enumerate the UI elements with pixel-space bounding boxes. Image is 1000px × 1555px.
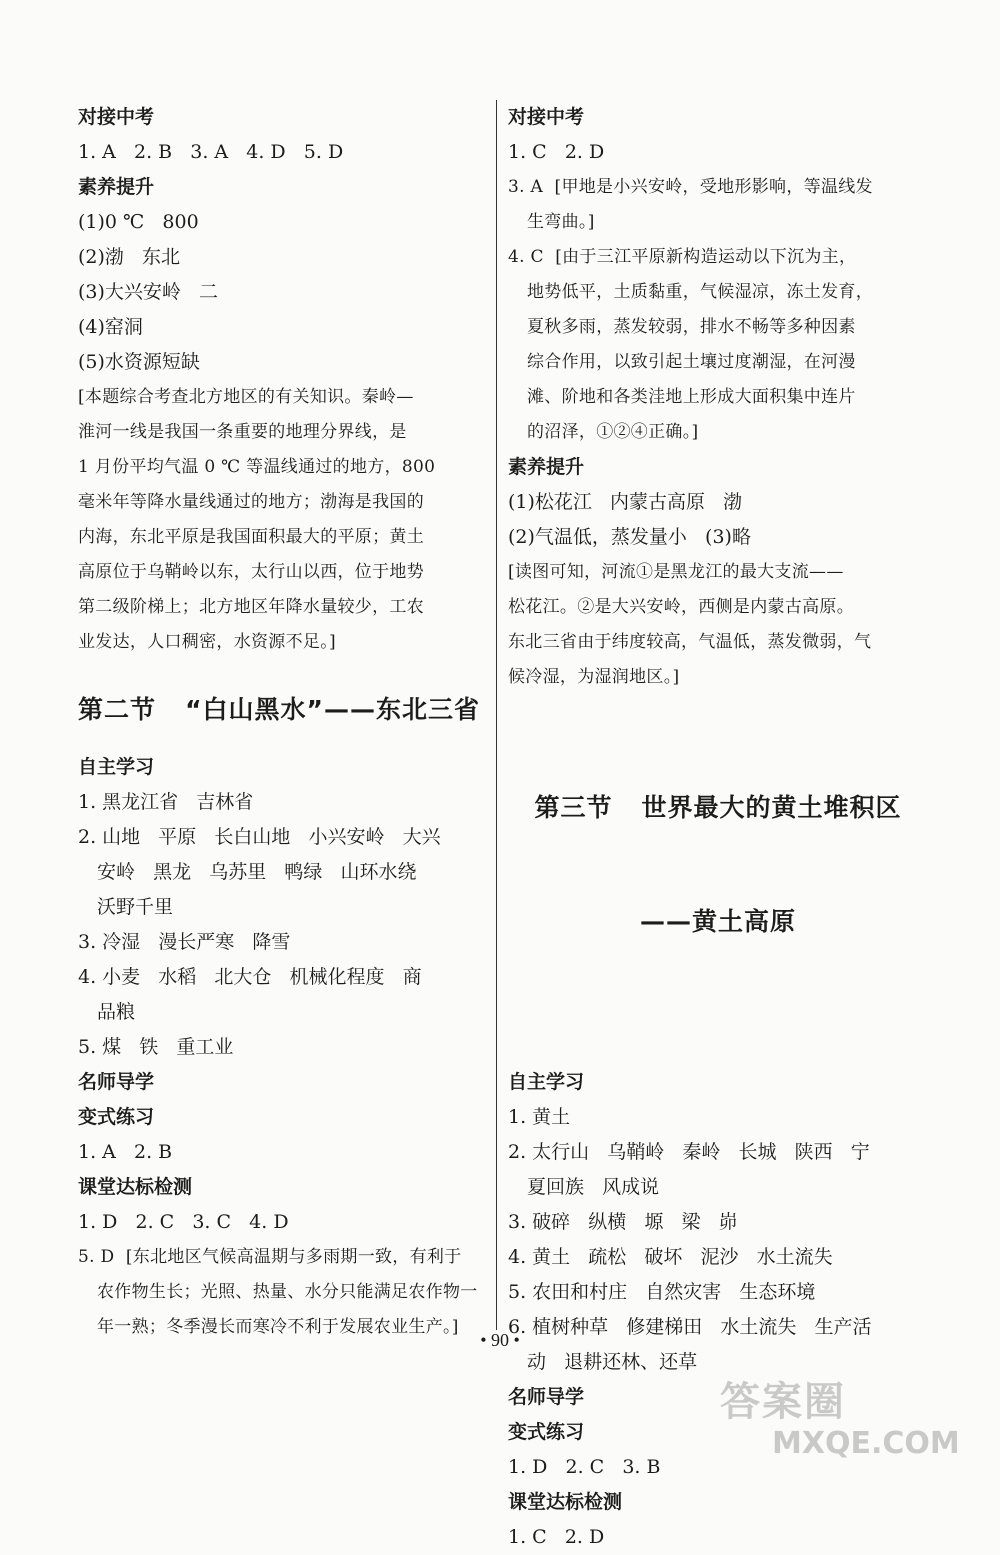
answer-item: 6. 植树种草 修建梯田 水土流失 生产活 bbox=[508, 1316, 872, 1338]
section-heading-bianshi: 变式练习 bbox=[508, 1421, 585, 1443]
explanation-line: 业发达，人口稠密，水资源不足。] bbox=[78, 632, 336, 652]
answer-line: 1. A 2. B 3. A 4. D 5. D bbox=[78, 141, 344, 163]
section-title-line2: ——黄土高原 bbox=[639, 907, 796, 936]
section-heading-bianshi: 变式练习 bbox=[78, 1106, 155, 1128]
answer-line: 1. C 2. D bbox=[508, 141, 605, 163]
answer-item: (1)0 ℃ 800 bbox=[78, 211, 199, 233]
answer-item-continued: 沃野千里 bbox=[97, 896, 174, 918]
explanation-line: 农作物生长；光照、热量、水分只能满足农作物一 bbox=[97, 1282, 478, 1302]
section-heading-duijie: 对接中考 bbox=[508, 106, 585, 128]
answer-item: (1)松花江 内蒙古高原 渤 bbox=[508, 491, 743, 513]
answer-item: 3. 冷湿 漫长严寒 降雪 bbox=[78, 931, 291, 953]
explanation-line: 1 月份平均气温 0 ℃ 等温线通过的地方，800 bbox=[78, 457, 436, 477]
page-number: • 90 • bbox=[480, 1330, 520, 1350]
explanation-line: 3. A [甲地是小兴安岭，受地形影响，等温线发 bbox=[508, 177, 873, 197]
explanation-line: 第二级阶梯上；北方地区年降水量较少，工农 bbox=[78, 597, 424, 617]
answer-item: 2. 太行山 乌鞘岭 秦岭 长城 陕西 宁 bbox=[508, 1141, 870, 1163]
explanation-line: 松花江。②是大兴安岭，西侧是内蒙古高原。 bbox=[508, 597, 854, 617]
explanation-line: 高原位于乌鞘岭以东，太行山以西，位于地势 bbox=[78, 562, 424, 582]
watermark-logo bbox=[720, 1378, 980, 1466]
section-heading-suyang: 素养提升 bbox=[508, 456, 585, 478]
section-heading-duijie: 对接中考 bbox=[78, 106, 155, 128]
explanation-line: [读图可知，河流①是黑龙江的最大支流—— bbox=[508, 562, 844, 582]
answer-item: (2)气温低，蒸发量小 (3)略 bbox=[508, 526, 751, 548]
answer-item-continued: 安岭 黑龙 乌苏里 鸭绿 山环水绕 bbox=[97, 861, 417, 883]
answer-item: 1. 黑龙江省 吉林省 bbox=[78, 791, 254, 813]
section-title-huangtu bbox=[508, 713, 928, 1017]
explanation-line: 年一熟；冬季漫长而寒冷不利于发展农业生产。] bbox=[97, 1317, 459, 1337]
answer-item: 3. 破碎 纵横 塬 梁 峁 bbox=[508, 1211, 738, 1233]
section-heading-zizhu: 自主学习 bbox=[508, 1071, 585, 1093]
answer-item-continued: 动 退耕还林、还草 bbox=[527, 1351, 698, 1373]
answer-line: 1. A 2. B bbox=[78, 1141, 173, 1163]
answer-line: 1. C 2. D bbox=[508, 1526, 605, 1548]
explanation-line: 地势低平，土质黏重，气候湿凉，冻土发育， bbox=[527, 282, 873, 302]
section-heading-zizhu: 自主学习 bbox=[78, 756, 155, 778]
answer-item: 5. 煤 铁 重工业 bbox=[78, 1036, 234, 1058]
explanation-line: 的沼泽，①②④正确。] bbox=[527, 422, 699, 442]
section-heading-mingshi: 名师导学 bbox=[508, 1386, 585, 1408]
explanation-line: 5. D [东北地区气候高温期与多雨期一致，有利于 bbox=[78, 1247, 462, 1267]
section-heading-ketang: 课堂达标检测 bbox=[78, 1176, 193, 1198]
explanation-line: 内海，东北平原是我国面积最大的平原；黄土 bbox=[78, 527, 424, 547]
watermark-cn: 答案圈 bbox=[720, 1379, 846, 1425]
answer-item: (3)大兴安岭 二 bbox=[78, 281, 219, 303]
answer-item: (4)窑洞 bbox=[78, 316, 143, 338]
section-title-line1: 第三节 世界最大的黄土堆积区 bbox=[534, 793, 902, 822]
answer-item: 1. 黄土 bbox=[508, 1106, 571, 1128]
answer-item: (5)水资源短缺 bbox=[78, 351, 200, 373]
answer-item-continued: 夏回族 风成说 bbox=[527, 1176, 660, 1198]
watermark-en: MXQE.COM bbox=[772, 1426, 960, 1461]
explanation-line: 东北三省由于纬度较高，气温低，蒸发微弱，气 bbox=[508, 632, 872, 652]
section-heading-mingshi: 名师导学 bbox=[78, 1071, 155, 1093]
answer-item: (2)渤 东北 bbox=[78, 246, 181, 268]
explanation-line: 夏秋多雨，蒸发较弱，排水不畅等多种因素 bbox=[527, 317, 856, 337]
section-heading-suyang: 素养提升 bbox=[78, 176, 155, 198]
explanation-line: 4. C [由于三江平原新构造运动以下沉为主， bbox=[508, 247, 857, 267]
section-heading-ketang: 课堂达标检测 bbox=[508, 1491, 623, 1513]
section-title-dongbei: 第二节 “白山黑水”——东北三省 bbox=[78, 695, 480, 724]
answer-item: 2. 山地 平原 长白山地 小兴安岭 大兴 bbox=[78, 826, 441, 848]
explanation-line: 候冷湿，为湿润地区。] bbox=[508, 667, 680, 687]
answer-item: 4. 小麦 水稻 北大仓 机械化程度 商 bbox=[78, 966, 422, 988]
answer-item: 5. 农田和村庄 自然灾害 生态环境 bbox=[508, 1281, 816, 1303]
explanation-line: 淮河一线是我国一条重要的地理分界线，是 bbox=[78, 422, 407, 442]
answer-item: 4. 黄土 疏松 破坏 泥沙 水土流失 bbox=[508, 1246, 833, 1268]
explanation-line: [本题综合考查北方地区的有关知识。秦岭— bbox=[78, 387, 414, 407]
explanation-line: 综合作用，以致引起土壤过度潮湿，在河漫 bbox=[527, 352, 856, 372]
answer-item-continued: 品粮 bbox=[97, 1001, 136, 1023]
answer-line: 1. D 2. C 3. C 4. D bbox=[78, 1211, 289, 1233]
answer-line: 1. D 2. C 3. B bbox=[508, 1456, 661, 1478]
explanation-line: 毫米年等降水量线通过的地方；渤海是我国的 bbox=[78, 492, 424, 512]
explanation-line: 滩、阶地和各类洼地上形成大面积集中连片 bbox=[527, 387, 856, 407]
explanation-line: 生弯曲。] bbox=[527, 212, 595, 232]
column-divider bbox=[496, 100, 497, 1330]
left-column bbox=[78, 100, 488, 1345]
